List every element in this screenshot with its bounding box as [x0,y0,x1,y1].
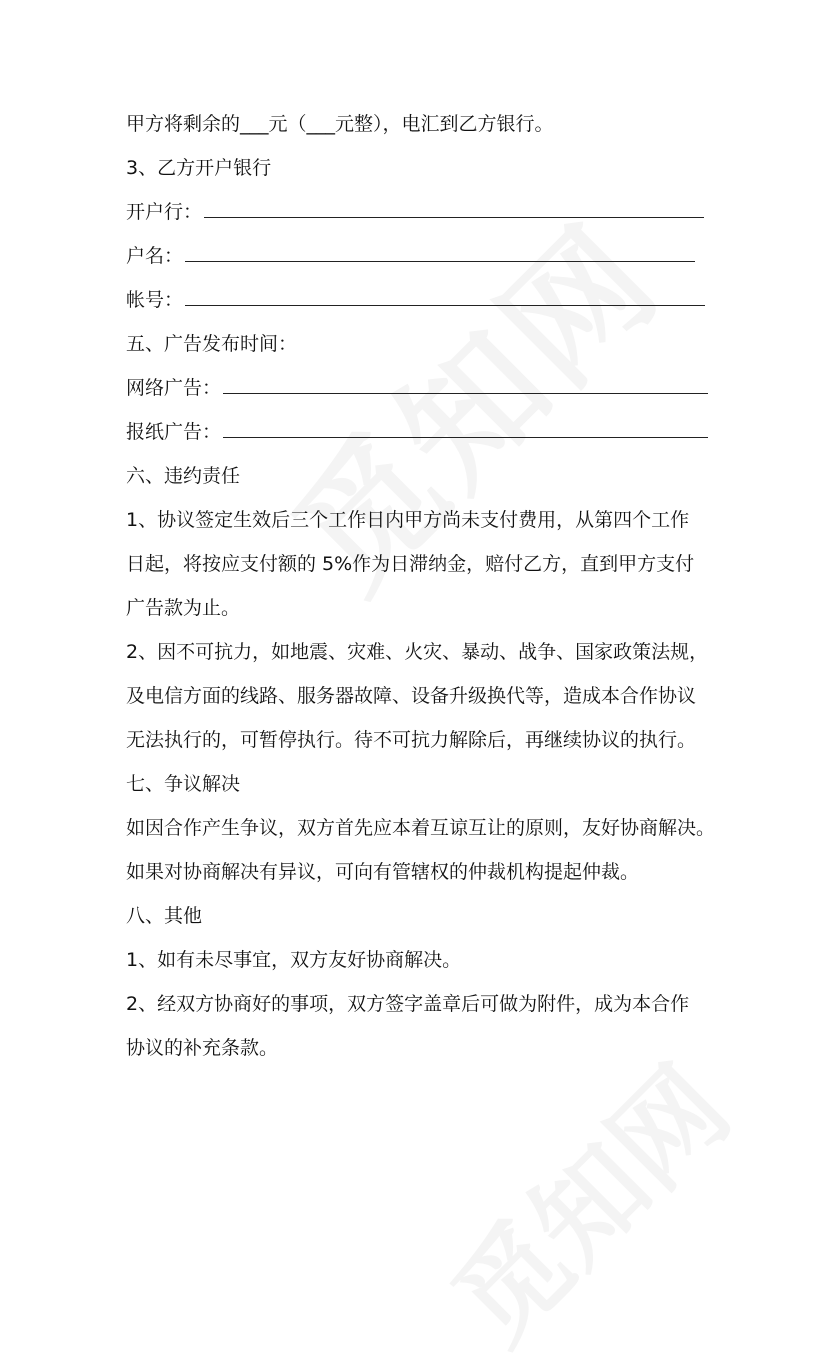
paragraph-other-2-line2: 协议的补充条款。 [126,1037,279,1059]
heading-liability: 六、违约责任 [126,465,241,487]
paragraph-liability-1-line3: 广告款为止。 [126,597,241,619]
paragraph-liability-2-line2: 及电信方面的线路、服务器故障、设备升级换代等，造成本合作协议 [126,685,697,707]
heading-other: 八、其他 [126,905,203,927]
paragraph-dispute-line2: 如果对协商解决有异议，可向有管辖权的仲裁机构提起仲裁。 [126,861,640,883]
field-account-name-label: 户名： [126,245,184,267]
field-bank [126,199,726,225]
field-online-ad [126,375,726,401]
watermark-bottom [412,1026,757,1371]
field-account-number-blank [185,287,705,306]
paragraph-dispute-line1: 如因合作产生争议，双方首先应本着互谅互让的原则，友好协商解决。 [126,817,716,839]
field-account-name-blank [185,243,695,262]
heading-bank: 3、乙方开户银行 [126,157,272,179]
field-account-name [126,243,726,269]
field-online-ad-label: 网络广告： [126,377,222,399]
paragraph-other-1: 1、如有未尽事宜，双方友好协商解决。 [126,949,462,971]
field-newspaper-ad-blank [223,419,708,438]
field-bank-blank [204,199,704,218]
field-online-ad-blank [223,375,708,394]
paragraph-other-2-line1: 2、经双方协商好的事项，双方签字盖章后可做为附件，成为本合作 [126,993,690,1015]
heading-ad-time: 五、广告发布时间： [126,333,298,355]
paragraph-liability-2-line1: 2、因不可抗力，如地震、灾难、火灾、暴动、战争、国家政策法规， [126,641,709,663]
field-account-number [126,287,726,313]
field-bank-label: 开户行： [126,201,203,223]
field-account-number-label: 帐号： [126,289,184,311]
paragraph-liability-1-line2: 日起，将按应支付额的 5%作为日滞纳金，赔付乙方，直到甲方支付 [126,553,695,575]
paragraph-payment: 甲方将剩余的___元（___元整），电汇到乙方银行。 [126,113,554,135]
paragraph-liability-1-line1: 1、协议签定生效后三个工作日内甲方尚未支付费用，从第四个工作 [126,509,690,531]
field-newspaper-ad-label: 报纸广告： [126,421,222,443]
field-newspaper-ad [126,419,726,445]
heading-dispute: 七、争议解决 [126,773,241,795]
paragraph-liability-2-line3: 无法执行的，可暂停执行。待不可抗力解除后，再继续协议的执行。 [126,729,697,751]
